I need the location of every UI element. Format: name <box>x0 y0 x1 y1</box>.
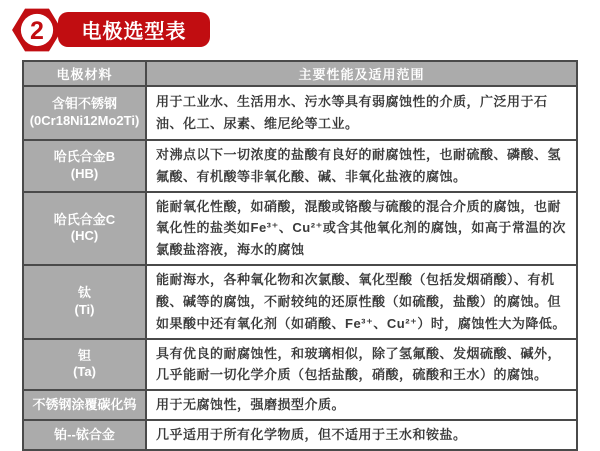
table-row <box>23 265 577 338</box>
material-cell <box>23 339 146 391</box>
description-cell: 对沸点以下一切浓度的盐酸有良好的耐腐蚀性，也耐硫酸、磷酸、氢氟酸、有机酸等非氧化酸、碱、非氧化盐液的腐蚀。 <box>146 140 577 192</box>
badge-number: 2 <box>30 16 44 45</box>
column-header-description: 主要性能及适用范围 <box>146 61 577 86</box>
material-name: 铂--铱合金 <box>54 426 115 442</box>
description-cell: 能耐海水，各种氧化物和次氯酸、氧化型酸（包括发烟硝酸）、有机酸、碱等的腐蚀，不耐较纯的还原性酸（如硫酸，盐酸）的腐蚀。但如果酸中还有氧化剂（如硝酸、Fe³⁺、Cu²⁺）时，腐蚀性大为降低。 <box>146 265 577 338</box>
table-header-row <box>23 61 577 86</box>
table-row <box>23 339 577 391</box>
table-row <box>23 192 577 265</box>
material-grade: (Ta) <box>73 364 96 380</box>
material-name: 哈氏合金C <box>53 211 116 227</box>
table-row <box>23 420 577 450</box>
material-name: 哈氏合金B <box>53 148 116 164</box>
description-cell: 能耐氧化性酸，如硝酸，混酸或铬酸与硫酸的混合介质的腐蚀，也耐氧化性的盐类如Fe³⁺、Cu²⁺或含其他氧化剂的腐蚀，如高于常温的次氯酸盐溶液，海水的腐蚀 <box>146 192 577 265</box>
description-cell: 几乎适用于所有化学物质，但不适用于王水和铵盐。 <box>146 420 577 450</box>
table-row <box>23 86 577 140</box>
material-name: 钽 <box>77 347 91 363</box>
material-grade: (HB) <box>70 165 99 181</box>
material-grade: (HC) <box>70 228 99 244</box>
number-badge-hexagon-icon <box>11 4 63 56</box>
material-name: 含钼不锈钢 <box>51 96 117 112</box>
electrode-selection-table <box>22 60 578 451</box>
material-cell <box>23 192 146 265</box>
description-cell: 具有优良的耐腐蚀性，和玻璃相似，除了氢氟酸、发烟硫酸、碱外，几乎能耐一切化学介质（包括盐酸，硝酸，硫酸和王水）的腐蚀。 <box>146 339 577 391</box>
material-cell <box>23 420 146 450</box>
material-cell <box>23 86 146 140</box>
material-cell <box>23 390 146 420</box>
description-cell: 用于无腐蚀性，强磨损型介质。 <box>146 390 577 420</box>
page-title-text: 电极选型表 <box>81 21 187 43</box>
material-cell <box>23 265 146 338</box>
material-cell <box>23 140 146 192</box>
page-header <box>0 0 600 58</box>
page-title <box>58 12 210 47</box>
material-grade: (Ti) <box>74 301 95 317</box>
material-name: 不锈钢涂覆碳化钨 <box>32 396 137 412</box>
description-cell: 用于工业水、生活用水、污水等具有弱腐蚀性的介质，广泛用于石油、化工、尿素、维尼纶等工业。 <box>146 86 577 140</box>
column-header-material: 电极材料 <box>23 61 146 86</box>
table-row <box>23 390 577 420</box>
material-grade: (0Cr18Ni12Mo2Ti) <box>29 113 140 128</box>
material-name: 钛 <box>77 284 91 300</box>
table-row <box>23 140 577 192</box>
